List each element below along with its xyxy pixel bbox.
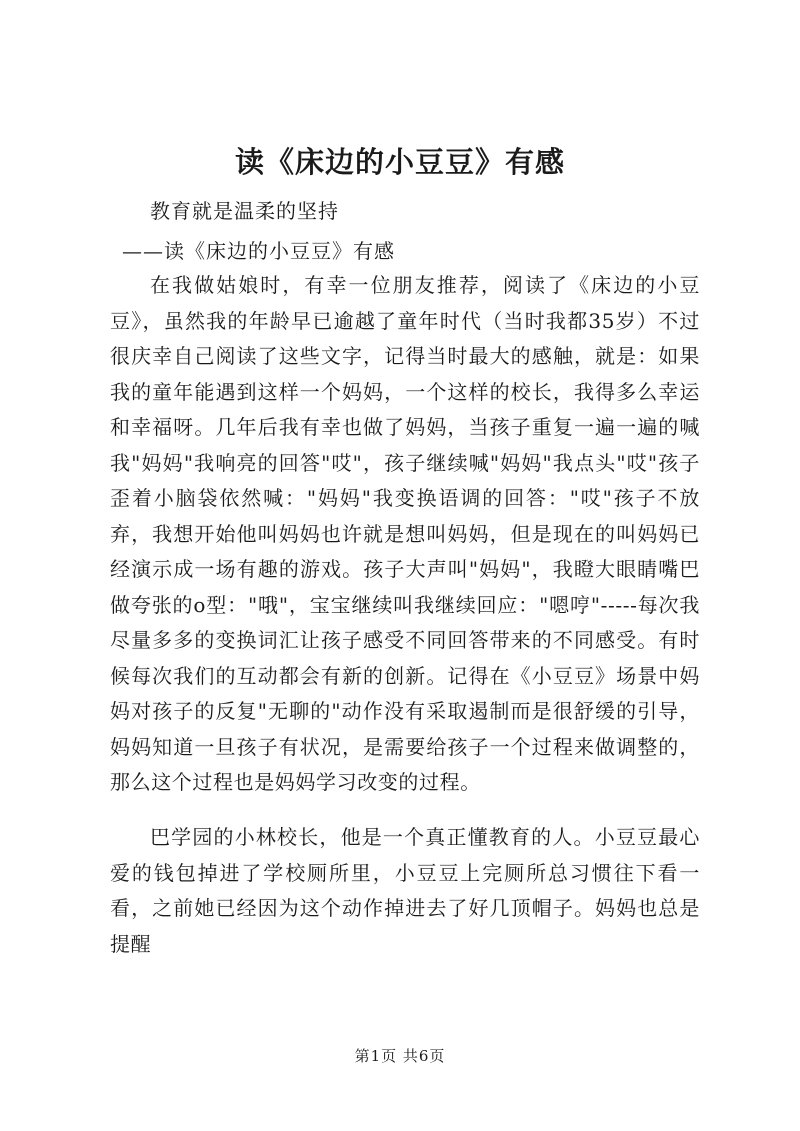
body-paragraph-2 — [110, 820, 700, 962]
document-subtitle-source: ——读《床边的小豆豆》有感 — [122, 239, 395, 263]
document-title: 读《床边的小豆豆》有感 — [234, 145, 565, 179]
paragraph-text: 在我做姑娘时，有幸一位朋友推荐，阅读了《床边的小豆豆》，虽然我的年龄早已逾越了童年时代（当时我都35岁）不过很庆幸自己阅读了这些文字，记得当时最大的感触，就是：如果我的童年能遇到这样一个妈妈，一个这样的校长，我得多么幸运和幸福呀。几年后我有幸也做了妈妈，当孩子重复一遍一遍的喊我"妈妈"我响亮的回答"哎"，孩子继续喊"妈妈"我点头"哎"孩子歪着小脑袋依然喊："妈妈"我变换语调的回答："哎"孩子不放弃，我想开始他叫妈妈也许就是想叫妈妈，但是现在的叫妈妈已经演示成一场有趣的游戏。孩子大声叫"妈妈"，我瞪大眼睛嘴巴做夸张的o型："哦"，宝宝继续叫我继续回应："嗯哼"-----每次我尽量多多的变换词汇让孩子感受不同回答带来的不同感受。有时候每次我们的互动都会有新的创新。记得在《小豆豆》场景中妈妈对孩子的反复"无聊的"动作没有采取遏制而是很舒缓的引导，妈妈知道一旦孩子有状况，是需要给孩子一个过程来做调整的，那么这个过程也是妈妈学习改变的过程。 — [110, 273, 700, 794]
paragraph-text: 巴学园的小林校长，他是一个真正懂教育的人。小豆豆最心爱的钱包掉进了学校厕所里，小豆豆上完厕所总习惯往下看一看，之前她已经因为这个动作掉进去了好几顶帽子。妈妈也总是提醒 — [110, 825, 700, 956]
page-footer: 第1页 共6页 — [354, 1047, 446, 1065]
document-subtitle: 教育就是温柔的坚持 — [150, 199, 339, 223]
body-paragraph-1 — [110, 268, 700, 801]
